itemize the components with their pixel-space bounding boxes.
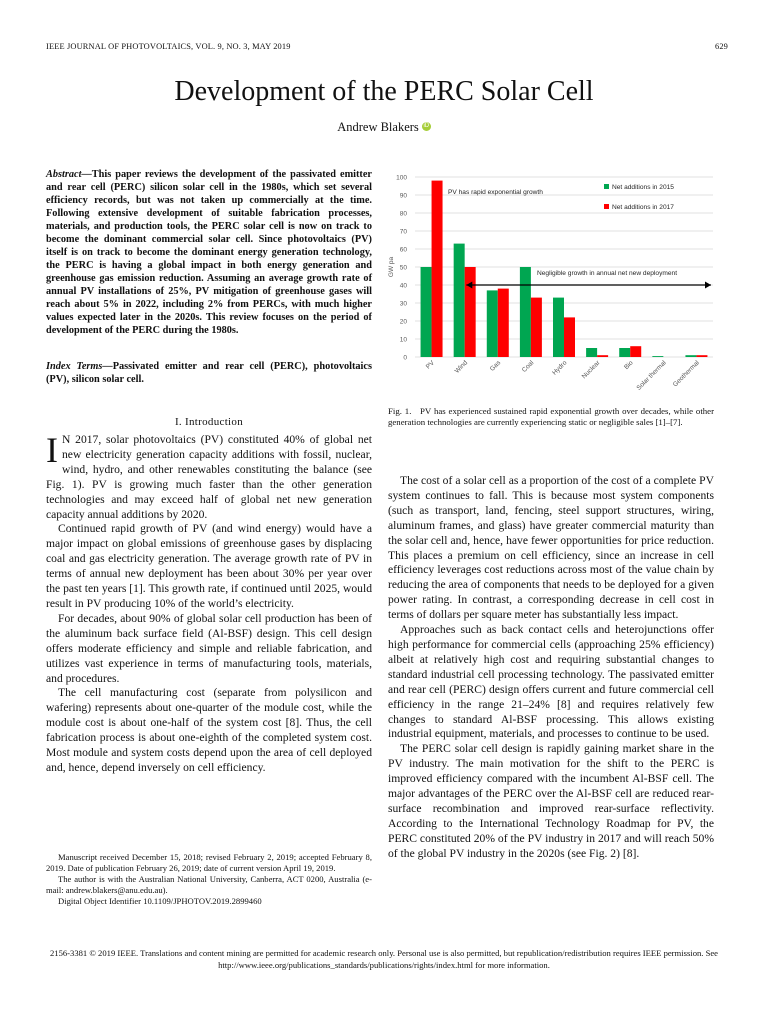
- legend-label: Net additions in 2017: [612, 204, 674, 211]
- figure-caption: [388, 406, 714, 428]
- bar-2015: [553, 298, 564, 357]
- x-tick-label: PV: [424, 359, 436, 371]
- copyright-notice: 2156-3381 © 2019 IEEE. Translations and content mining are permitted for academic research only. Personal use is also permitted, but republication/redistribution requires IEEE permission. See http://www.ieee.org/publications_standards/publications/rights/index.html for more information.: [49, 948, 718, 970]
- bar-2015: [520, 267, 531, 357]
- bar-2015: [619, 348, 630, 357]
- x-tick-label: Solar thermal: [635, 359, 668, 392]
- body-paragraph: The PERC solar cell design is rapidly gaining market share in the PV industry. The main motivation for the shift to the PERC is improved efficiency compared with the incumbent Al-BSF cell. The major advantages of the PERC over the Al-BSF cell are reduced rear-surface recombination and improved rear-surface reflectivity. According to the International Technology Roadmap for PV, the PERC constituted 20% of the PV industry in 2017 and will reach 50% of the global PV industry in the 2020s (see Fig. 2) [8].: [388, 742, 714, 860]
- x-tick-label: Bio: [623, 359, 635, 372]
- bar-2015: [454, 244, 465, 357]
- abstract: [46, 168, 372, 337]
- bar-2017: [498, 289, 509, 357]
- intro-paragraph: [46, 430, 372, 522]
- y-tick-label: 30: [399, 300, 407, 308]
- abstract-label: Abstract—: [46, 169, 92, 180]
- x-tick-label: Geothermal: [671, 359, 701, 389]
- legend-swatch: [604, 184, 609, 189]
- footnotes: [46, 852, 372, 907]
- bar-2015: [685, 355, 696, 357]
- y-tick-label: 40: [399, 282, 407, 290]
- index-terms-text: Passivated emitter and rear cell (PERC), photovoltaics (PV), silicon solar cell.: [46, 361, 372, 385]
- bar-2015: [487, 290, 498, 357]
- bar-2017: [531, 298, 542, 357]
- right-column-body: [388, 474, 714, 862]
- y-tick-label: 60: [399, 246, 407, 254]
- footnote-doi: Digital Object Identifier 10.1109/JPHOTOV.2019.2899460: [58, 896, 262, 906]
- caption-text: PV has experienced sustained rapid exponential growth over decades, while other generation technologies are currently experiencing static or negligible sales [1]–[7].: [388, 406, 714, 428]
- journal-header: IEEE JOURNAL OF PHOTOVOLTAICS, VOL. 9, NO. 3, MAY 2019: [46, 42, 291, 51]
- x-tick-label: Wind: [453, 359, 470, 375]
- y-axis-label: GW pa: [388, 256, 395, 278]
- abstract-text: This paper reviews the development of the passivated emitter and rear cell (PERC) silicon solar cell in the 1980s, which set several efficiency records, but was not taken up commercially at the time. Following extensive development of suitable fabrication processes, materials, and production tools, the PERC solar cell is now on track to become the dominant commercial solar cell. Since photovoltaics (PV) itself is on track to become the dominant energy generation technology, the PERC is having a global impact in both energy generation and greenhouse gas emission reduction. Assuming an average growth rate of annual PV installations of 25%, PV mitigation of greenhouse gases will reach about 5% in 2022, including 2% from PERCs, with much higher values expected later in the 2020s. This review focuses on the period of development of the PERC during the 1980s.: [46, 169, 372, 336]
- bar-2017: [597, 355, 608, 357]
- index-terms: [46, 360, 372, 386]
- y-tick-label: 70: [399, 228, 407, 236]
- footnote-affiliation: The author is with the Australian National University, Canberra, ACT 0200, Australia (e-mail: andrew.blakers@anu.edu.au).: [46, 874, 372, 895]
- bar-2015: [421, 267, 432, 357]
- y-tick-label: 50: [399, 264, 407, 272]
- drop-cap: I: [46, 430, 58, 470]
- arrow-head-right: [705, 282, 711, 289]
- intro-paragraph-text: N 2017, solar photovoltaics (PV) constituted 40% of global net new electricity generation capacity additions with fossil, nuclear, wind, hydro, and other renewables constituting the balance (see Fig. 1). PV is growing much faster than the other generation technologies and may exceed half of global net new generation capacity annual additions by 2020.: [46, 433, 372, 521]
- x-tick-label: Hydro: [551, 359, 569, 377]
- footnote-received: Manuscript received December 15, 2018; revised February 2, 2019; accepted February 8, 2019. Date of publication February 26, 2019; date of current version April 19, 2019.: [46, 852, 372, 873]
- y-tick-label: 100: [396, 174, 407, 182]
- body-paragraph: Approaches such as back contact cells and heterojunctions offer high performance for commercial cells (approaching 25% efficiency) albeit at relatively high cost and requiring substantial changes to standard industrial cell processing technology. The passivated emitter and rear cell (PERC) design offers current and future commercial cell efficiency in the range 21–24% [8] and requires relatively few changes to standard Al-BSF processing. This allows existing industrial equipment, materials, and processes to continue to be used.: [388, 623, 714, 741]
- paper-title: Development of the PERC Solar Cell: [174, 76, 594, 107]
- annotation-pv-growth: PV has rapid exponential growth: [448, 189, 543, 196]
- y-tick-label: 10: [399, 336, 407, 344]
- section-heading: I. Introduction: [174, 416, 244, 428]
- page-number: 629: [714, 42, 728, 51]
- body-paragraph: The cost of a solar cell as a proportion of the cost of a complete PV system continues to fall. This is because most system components (such as transport, land, fencing, steel support structures, wiring, aluminum frames, and glass) have greater commercial maturity than the solar cell and, hence, have fewer opportunities for price reduction. This places a premium on cell efficiency, since an increase in cell efficiency leverages cost reductions across most of the value chain by reducing the area of components that needs to be deployed for a given power rating. In contrast, a corresponding decrease in cell cost in terms of dollars per square meter has substantially less impact.: [388, 474, 714, 622]
- x-tick-label: Coal: [520, 359, 536, 374]
- bar-chart: [388, 165, 718, 401]
- figure-1-chart: [388, 165, 718, 406]
- author-line: [0, 120, 768, 135]
- bar-2017: [465, 267, 476, 357]
- orcid-icon[interactable]: iD: [423, 123, 430, 129]
- caption-label: Fig. 1.: [388, 406, 412, 416]
- author-name: Andrew Blakers: [337, 120, 419, 134]
- bar-2015: [652, 356, 663, 357]
- legend-swatch: [604, 204, 609, 209]
- bar-2017: [432, 181, 443, 357]
- bar-2017: [696, 355, 707, 357]
- y-tick-label: 90: [399, 192, 407, 200]
- body-paragraph: The cell manufacturing cost (separate from polysilicon and wafering) represents about one-quarter of the module cost, while the module cost is about one-half of the system cost [8]. Thus, the cell fabrication process is about one-eighth of the completed system cost. Most module and system costs depend upon the area of cell deployed and, hence, depend inversely on cell efficiency.: [46, 686, 372, 774]
- y-tick-label: 0: [403, 354, 407, 362]
- index-terms-label: Index Terms—: [46, 361, 113, 372]
- annotation-negligible-growth: Negligible growth in annual net new deployment: [537, 270, 678, 277]
- y-tick-label: 20: [399, 318, 407, 326]
- x-tick-label: Gas: [488, 359, 503, 373]
- bar-2017: [564, 317, 575, 357]
- left-column-body: [46, 430, 372, 776]
- bar-2015: [586, 348, 597, 357]
- body-paragraph: For decades, about 90% of global solar cell production has been of the aluminum back surface field (Al-BSF) design. This cell design offers moderate efficiency and simple and reliable fabrication, and utilizes vast experience in terms of manufacturing tools, materials, and procedures.: [46, 611, 372, 685]
- bar-2017: [630, 346, 641, 357]
- body-paragraph: Continued rapid growth of PV (and wind energy) would have a major impact on global emissions of greenhouse gases by displacing coal and gas electricity generation. The average growth rate of PV in terms of annual new deployment has been about 30% per year over the past ten years [1]. This growth rate, if continued until 2025, would result in PV producing 10% of the world’s electricity.: [46, 522, 372, 610]
- x-tick-label: Nuclear: [580, 359, 602, 381]
- legend-label: Net additions in 2015: [612, 184, 674, 191]
- y-tick-label: 80: [399, 210, 407, 218]
